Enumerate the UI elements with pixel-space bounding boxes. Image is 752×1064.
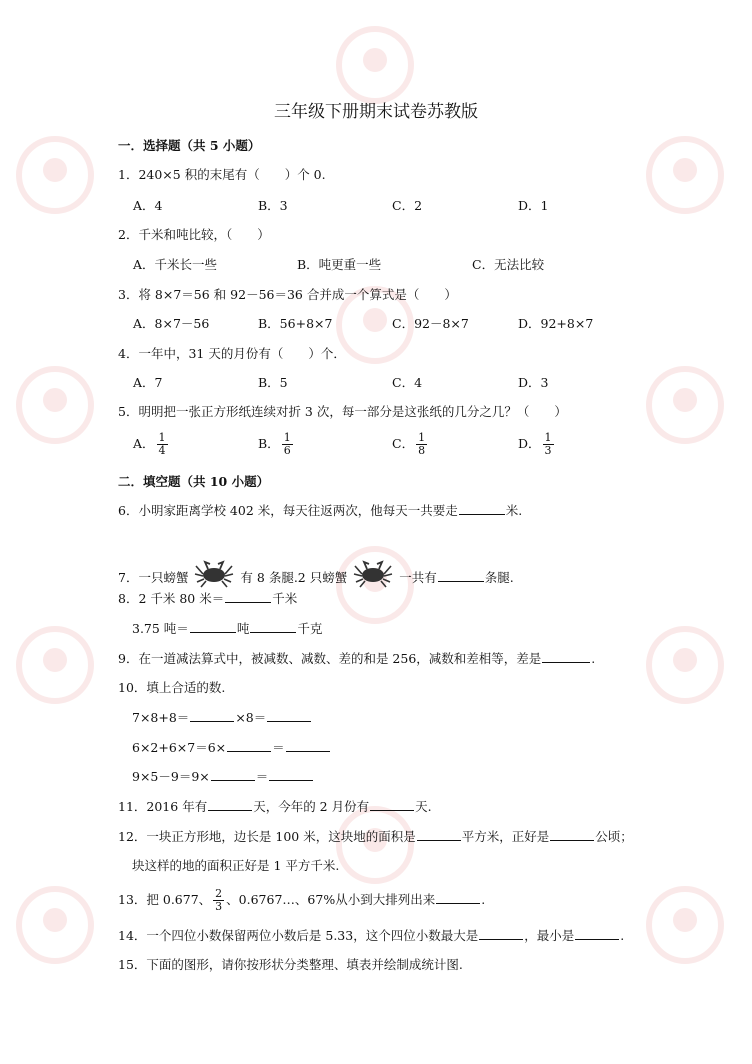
watermark-logo	[640, 880, 730, 970]
fraction-numerator: 2	[215, 887, 223, 900]
fraction	[543, 432, 554, 457]
question-text: 6×2+6×7＝6×	[132, 740, 227, 755]
answer-blank[interactable]	[479, 927, 523, 940]
answer-blank[interactable]	[211, 768, 255, 781]
question-3: 3．将 8×7＝56 和 92－56＝36 合并成一个算式是（ ）	[118, 287, 457, 302]
answer-blank[interactable]	[190, 620, 236, 633]
question-10: 10．填上合适的数.	[118, 680, 226, 695]
question-10-row-3	[132, 768, 314, 786]
question-text: 、0.6767…、67%从小到大排列出来	[226, 892, 436, 907]
fraction	[157, 432, 168, 457]
question-1: 1．240×5 积的末尾有（ ）个 0.	[118, 167, 326, 182]
question-8	[118, 590, 297, 608]
answer-blank[interactable]	[438, 569, 484, 582]
answer-blank[interactable]	[227, 739, 271, 752]
fraction-denominator: 3	[544, 444, 552, 457]
option-a: A．7	[133, 375, 163, 390]
question-text: 天，今年的 2 月份有	[253, 799, 370, 814]
question-8-line-2	[132, 620, 322, 638]
watermark-logo	[640, 130, 730, 220]
option-label: B．	[258, 436, 280, 451]
answer-blank[interactable]	[286, 739, 330, 752]
option-b: B．吨更重一些	[297, 257, 382, 272]
section-heading-choice: 一．选择题（共 5 小题）	[118, 138, 261, 153]
question-text: 公顷；	[595, 829, 633, 844]
option-label: D．	[518, 436, 541, 451]
answer-blank[interactable]	[550, 828, 594, 841]
question-text: ＝	[255, 769, 269, 784]
question-12-line-2: 块这样的地的面积正好是 1 平方千米.	[132, 858, 340, 873]
question-text: 一共有	[399, 570, 437, 585]
watermark-logo	[10, 880, 100, 970]
question-text: 天.	[415, 799, 432, 814]
question-5: 5．明明把一张正方形纸连续对折 3 次，每一部分是这张纸的几分之几？（ ）	[118, 404, 567, 419]
option-label: A．	[133, 436, 155, 451]
fraction-denominator: 8	[418, 444, 426, 457]
option-c: C．无法比较	[472, 257, 545, 272]
question-10-row-1	[132, 709, 312, 727]
answer-blank[interactable]	[269, 768, 313, 781]
answer-blank[interactable]	[208, 798, 252, 811]
question-4: 4．一年中，31 天的月份有（ ）个．	[118, 346, 346, 361]
watermark-logo	[10, 130, 100, 220]
option-b	[258, 432, 295, 457]
question-text: 14．一个四位小数保留两位小数后是 5.33，这个四位小数最大是	[118, 928, 479, 943]
option-label: C．	[392, 436, 415, 451]
option-b: B．56+8×7	[258, 316, 333, 331]
question-text: 11．2016 年有	[118, 799, 208, 814]
option-d: D．1	[518, 198, 549, 213]
fraction	[282, 432, 293, 457]
question-text: ，最小是	[524, 928, 575, 943]
watermark-logo	[640, 620, 730, 710]
fraction-numerator: 1	[158, 431, 166, 444]
question-text: 有 8 条腿.2 只螃蟹	[240, 570, 348, 585]
question-text: 6．小明家距离学校 402 米，每天往返两次，他每天一共要走	[118, 503, 458, 518]
option-d	[518, 432, 556, 457]
option-a	[133, 432, 170, 457]
question-text: 3.75 吨＝	[132, 621, 189, 636]
question-7	[118, 560, 514, 588]
question-text: 条腿.	[484, 570, 514, 585]
question-11	[118, 798, 432, 816]
question-text: 7×8+8＝	[132, 710, 190, 725]
question-6	[118, 502, 522, 520]
fraction-denominator: 3	[215, 900, 223, 913]
question-text: 吨	[236, 621, 250, 636]
watermark-logo	[640, 360, 730, 450]
answer-blank[interactable]	[225, 590, 271, 603]
option-a: A．4	[133, 198, 163, 213]
watermark-logo	[10, 360, 100, 450]
option-d: D．92+8×7	[518, 316, 594, 331]
question-text: 7．一只螃蟹	[118, 570, 189, 585]
option-d: D．3	[518, 375, 549, 390]
question-text: 千克	[297, 621, 323, 636]
crab-icon	[194, 560, 234, 588]
question-13	[118, 888, 485, 913]
option-b: B．3	[258, 198, 288, 213]
watermark-logo	[10, 620, 100, 710]
question-15: 15．下面的图形，请你按形状分类整理、填表并绘制成统计图.	[118, 957, 463, 972]
question-12	[118, 828, 633, 846]
option-c: C．2	[392, 198, 423, 213]
option-c: C．92－8×7	[392, 316, 469, 331]
fraction-numerator: 1	[544, 431, 552, 444]
question-text: .	[591, 651, 596, 666]
page-title: 三年级下册期末试卷苏教版	[274, 102, 478, 122]
answer-blank[interactable]	[267, 709, 311, 722]
fraction-denominator: 4	[158, 444, 166, 457]
question-2: 2．千米和吨比较，（ ）	[118, 227, 270, 242]
option-b: B．5	[258, 375, 288, 390]
question-text: 9×5－9＝9×	[132, 769, 210, 784]
answer-blank[interactable]	[417, 828, 461, 841]
question-10-row-2	[132, 739, 331, 757]
option-a: A．8×7－56	[133, 316, 210, 331]
question-text: ＝	[272, 740, 285, 755]
crab-icon	[353, 560, 393, 588]
watermark-logo	[330, 20, 420, 110]
question-9	[118, 650, 595, 668]
question-text: ×8＝	[235, 710, 267, 725]
answer-blank[interactable]	[575, 927, 619, 940]
answer-blank[interactable]	[436, 891, 480, 904]
fraction-denominator: 6	[283, 444, 291, 457]
section-heading-fill: 二．填空题（共 10 小题）	[118, 474, 270, 489]
answer-blank[interactable]	[459, 502, 505, 515]
fraction	[213, 888, 224, 913]
option-c: C．4	[392, 375, 423, 390]
answer-blank[interactable]	[542, 650, 590, 663]
question-text: 米.	[505, 503, 523, 518]
answer-blank[interactable]	[250, 620, 296, 633]
fraction	[416, 432, 427, 457]
question-text: 9．在一道减法算式中，被减数、减数、差的和是 256，减数和差相等，差是	[118, 651, 542, 666]
answer-blank[interactable]	[190, 709, 234, 722]
question-text: .	[481, 892, 486, 907]
fraction-numerator: 1	[418, 431, 426, 444]
answer-blank[interactable]	[370, 798, 414, 811]
option-a: A．千米长一些	[133, 257, 218, 272]
question-text: 千米	[272, 591, 298, 606]
question-text: 13．把 0.677、	[118, 892, 212, 907]
question-text: .	[620, 928, 625, 943]
question-14	[118, 927, 624, 945]
question-text: 平方米，正好是	[461, 829, 550, 844]
question-text: 12．一块正方形地，边长是 100 米，这块地的面积是	[118, 829, 416, 844]
fraction-numerator: 1	[283, 431, 291, 444]
question-text: 8．2 千米 80 米＝	[118, 591, 225, 606]
option-c	[392, 432, 429, 457]
